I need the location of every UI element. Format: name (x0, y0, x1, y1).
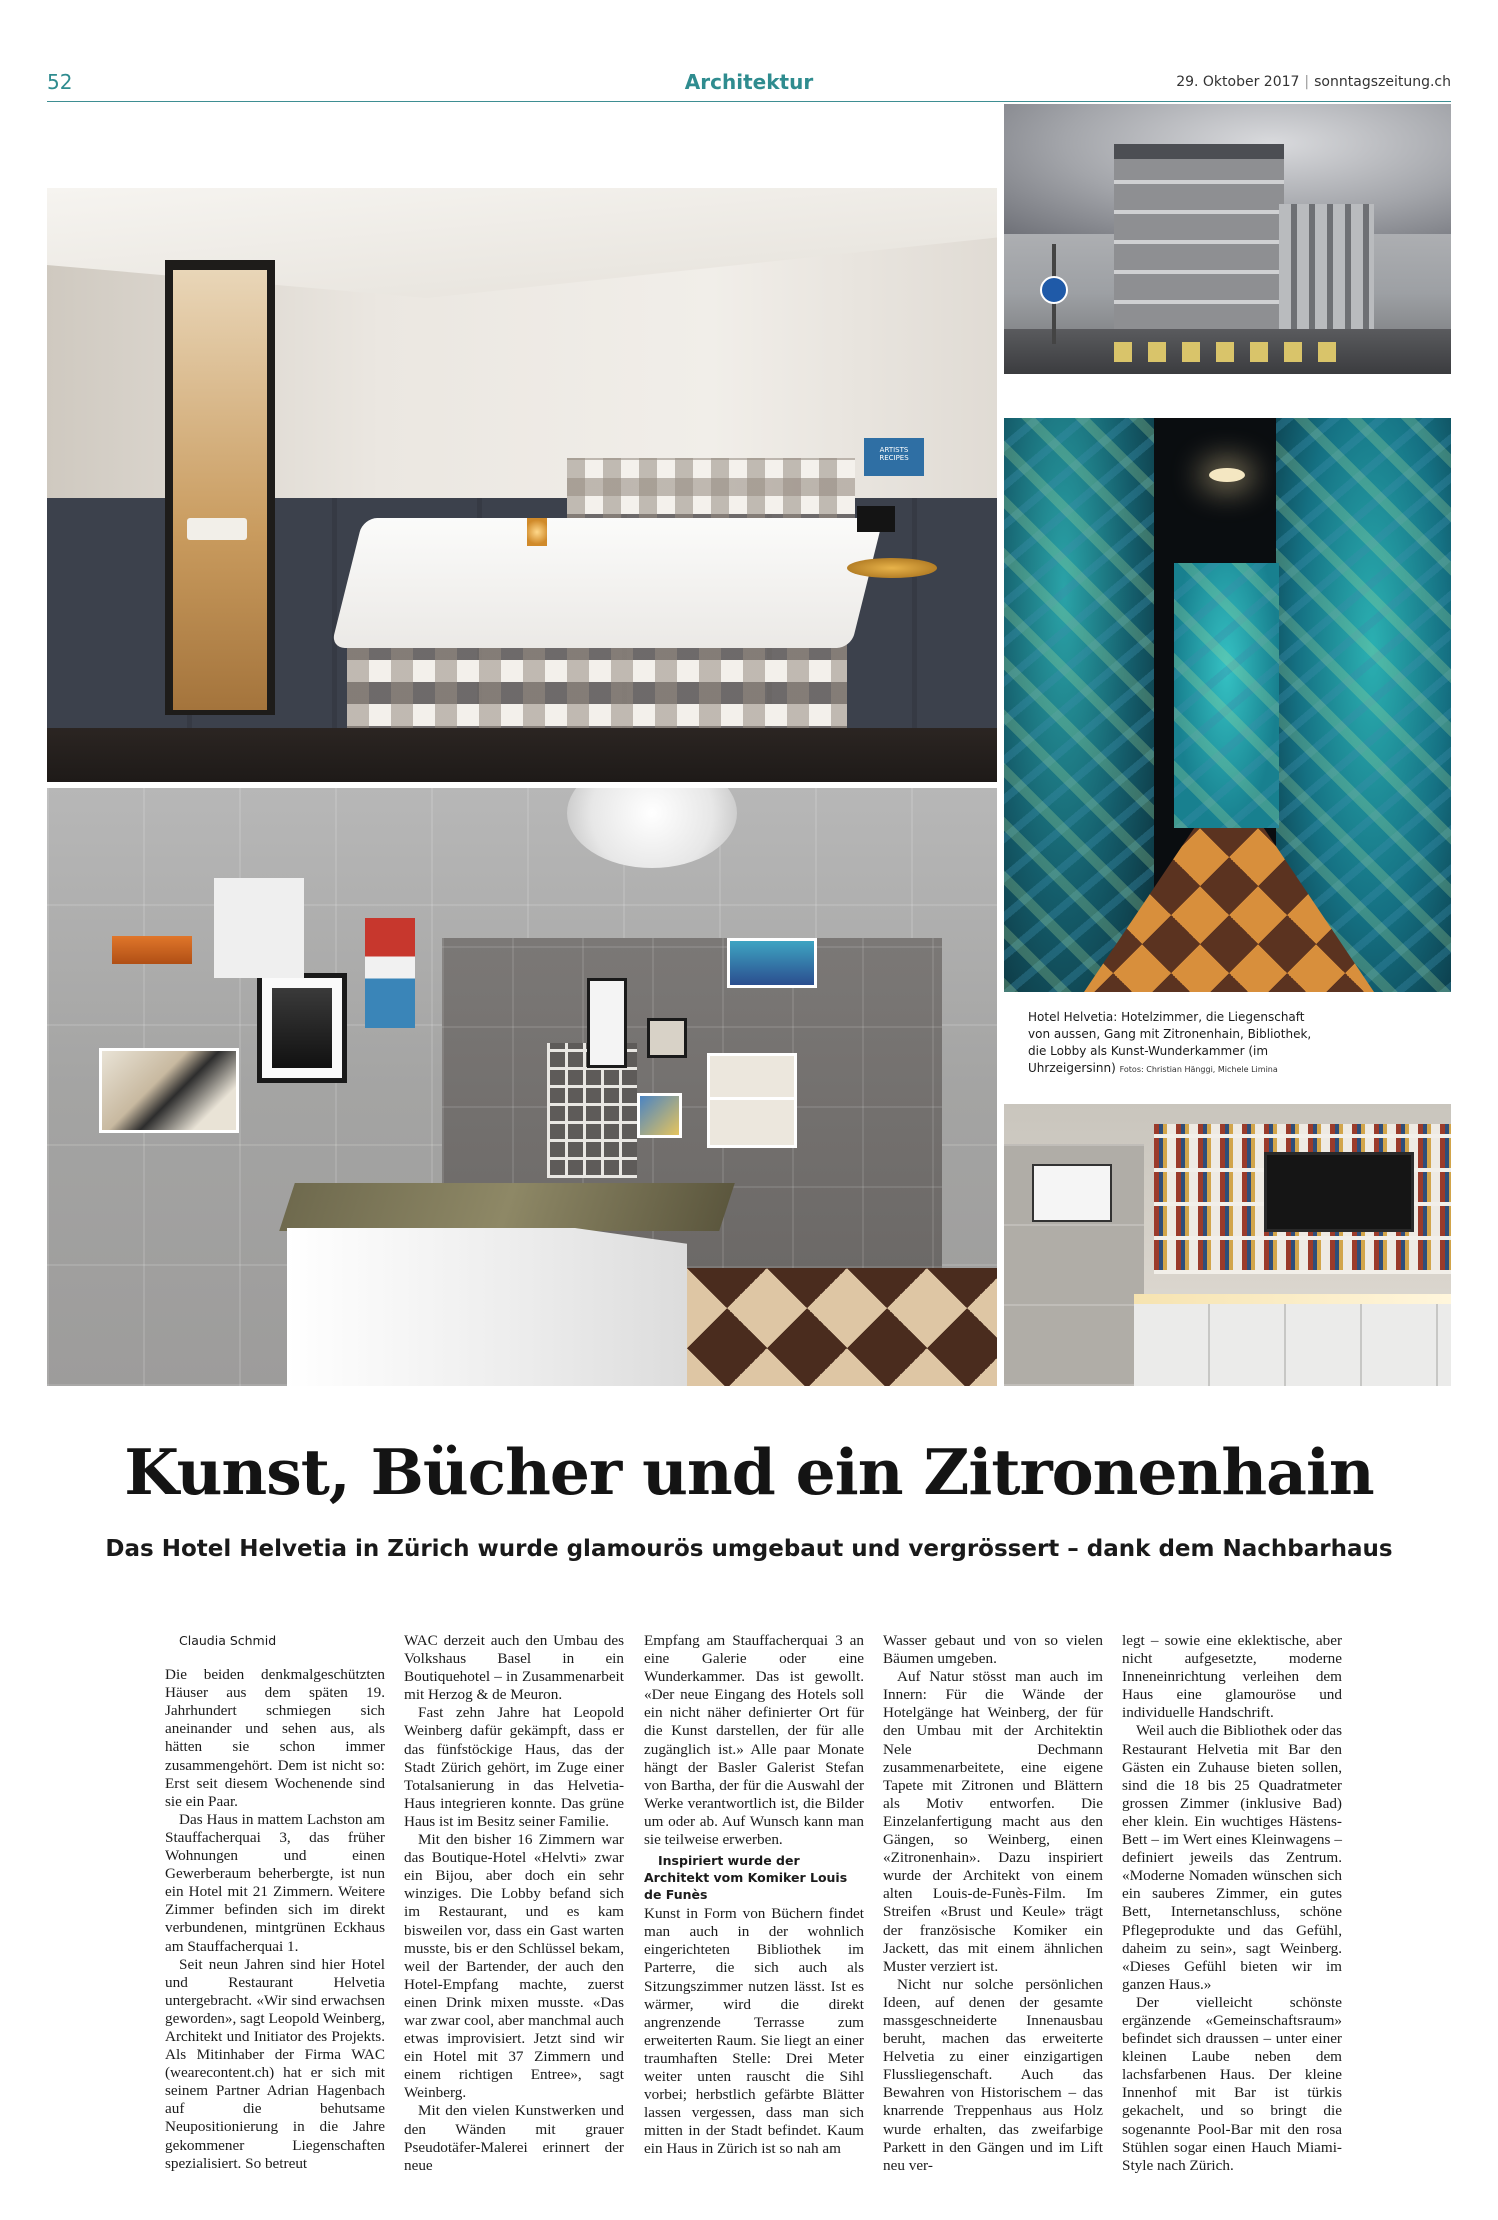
paragraph: WAC derzeit auch den Umbau des Volkshaus Basel in ein Boutiquehotel – in Zusammenarbeit mit Herzog & de Meuron. (404, 1632, 624, 1704)
site-link[interactable]: sonntagszeitung.ch (1314, 74, 1451, 90)
paragraph: Auf Natur stösst man auch im Innern: Für die Wände der Hotelgänge hat Weinberg, der für den Umbau mit der Architektin Nele Dechmann zusammenarbeitete, eine eigene Tapete mit Zitronen und Blättern als Motiv entworfen. Die Einzelanfertigung macht aus den Gängen, so Weinberg, einen «Zitronenhain». Dazu inspiriert wurde der Architekt von einem alten Louis-de-Funès-Film. Im Streifen «Brust und Keule» trägt der französische Komiker ein Jackett, das mit einem ähnlichen Muster verziert ist. (883, 1668, 1103, 1975)
paragraph: Kunst in Form von Büchern findet man auch in der wohnlich eingerichteten Bibliothek im Parterre, die sich auch als Sitzungszimmer nutzen lässt. Ist es wärmer, wird die direkt angrenzende Terrasse zum erweiterten Raum. Sie liegt an einer traumhaften Stelle: Drei Meter weiter unten rauscht die Sihl vorbei; herbstlich gefärbte Blätter lassen vergessen, dass man sich mitten in der Stadt befindet. Kaum ein Haus in Zürich ist so nah am (644, 1905, 864, 2158)
page-header (47, 66, 1451, 102)
section-title: Architektur (684, 70, 814, 94)
paragraph: Wasser gebaut und von so vielen Bäumen umgeben. (883, 1632, 1103, 1668)
photo-exterior (1004, 104, 1451, 374)
paragraph: Das Haus in mattem Lachston am Stauffacherquai 3, das früher Wohnungen und einen Gewerberaum beherbergte, ist nun ein Hotel mit 21 Zimmern. Weitere Zimmer befinden sich im direkt verbundenen, mintgrünen Eckhaus am Stauffacherquai 1. (165, 1810, 385, 1955)
issue-date: 29. Oktober 2017 (1176, 74, 1300, 90)
paragraph: Nicht nur solche persönlichen Ideen, auf denen der gesamte massgeschneiderte Innenausbau beruht, machen das erweiterte Helvetia zu einer einzigartigen Flussliegenschaft. Auch das Bewahren von Historischem – das knarrende Treppenhaus aus Holz wurde erhalten, das zweifarbige Parkett in den Gängen und im Lift neu ver- (883, 1975, 1103, 2174)
paragraph: Mit den bisher 16 Zimmern war das Boutique-Hotel «Helvti» zwar ein Bijou, aber doch ein sehr winziges. Die Lobby befand sich im Restaurant, und es kam bisweilen vor, dass ein Gast warten musste, bis er den Schlüssel bekam, weil der Bartender, der auch den Hotel-Empfang machte, zuerst einen Drink mixen musste. «Das war zwar cool, aber manchmal auch etwas improvisiert. Jetzt sind wir ein Hotel mit 37 Zimmern und einem richtigen Entree», sagt Weinberg. (404, 1831, 624, 2102)
article-headline: Kunst, Bücher und ein Zitronenhain (124, 1435, 1374, 1509)
interheading: Inspiriert wurde der Architekt vom Komiker Louis de Funès (644, 1853, 848, 1903)
column-3 (644, 1632, 864, 2158)
paragraph: Fast zehn Jahre hat Leopold Weinberg dafür gekämpft, dass er das fünfstöckige Haus, das der Stadt Zürich gehört, im Zuge einer Totalsanierung in das Helvetia-Haus integrieren konnte. Das grüne Haus ist im Besitz seiner Familie. (404, 1704, 624, 1830)
paragraph: Mit den vielen Kunstwerken und den Wänden mit grauer Pseudotäfer-Malerei erinnert der neue (404, 2102, 624, 2174)
road-sign-icon (1040, 276, 1068, 304)
paragraph: Weil auch die Bibliothek oder das Restaurant Helvetia mit Bar den Gästen ein Zuhause bieten sollen, sind die 18 bis 25 Quadratmeter grossen Zimmer (inklusive Bad) eher klein. Ein wuchtiges Hästens-Bett – im Wert eines Kleinwagens – definiert jeweils das Zentrum. «Moderne Nomaden wünschen sich ein sauberes Zimmer, ein gutes Bett, Internetanschluss, schöne Pflegeprodukte und das Gefühl, daheim zu sein», sagt Weinberg. «Dieses Gefühl bieten wir im ganzen Haus.» (1122, 1722, 1342, 1993)
caption-text: Hotel Helvetia: Hotelzimmer, die Liegenschaft von aussen, Gang mit Zitronenhain, Bibliothek, die Lobby als Kunst-Wunderkammer (im Uhrzeigersinn) (1028, 1010, 1312, 1075)
photo-credit: Fotos: Christian Hänggi, Michele Limina (1119, 1065, 1278, 1074)
photo-library (1004, 1104, 1451, 1386)
paragraph: Die beiden denkmalgeschützten Häuser aus dem späten 19. Jahrhundert schmiegen sich aneinander und sehen aus, als hätten sie schon immer zusammengehört. Dem ist nicht so: Erst seit diesem Wochenende sind sie ein Paar. (165, 1666, 385, 1810)
photo-caption (1028, 1009, 1328, 1078)
paragraph: Empfang am Stauffacherquai 3 an eine Galerie oder eine Wunderkammer. Das ist gewollt. «Der neue Eingang des Hotels soll ein nicht näher definierter Ort für die Kunst darstellen, der für alle zugänglich ist.» Alle paar Monate hängt der Basler Galerist Stefan von Bartha, der für die Auswahl der Werke verantwortlich ist, die Bilder um oder ab. Auf Wunsch kann man sie teilweise erwerben. (644, 1632, 864, 1849)
paragraph: Seit neun Jahren sind hier Hotel und Restaurant Helvetia untergebracht. «Wir sind erwachsen geworden», sagt Leopold Weinberg, Architekt und Initiator des Projekts. Als Mitinhaber der Firma WAC (wearecontent.ch) hat er sich mit seinem Partner Adrian Hagenbach auf die behutsame Neupositionierung in die Jahre gekommener Liegenschaften spezialisiert. So betreut (165, 1955, 385, 2172)
photo-lobby (47, 788, 997, 1386)
article-subhead: Das Hotel Helvetia in Zürich wurde glamourös umgebaut und vergrössert – dank dem Nachbarhaus (105, 1536, 1393, 1562)
photo-hotel-room (47, 188, 997, 782)
dateline: 29. Oktober 2017 | sonntagszeitung.ch (1176, 74, 1451, 90)
column-4 (883, 1632, 1103, 2175)
paragraph: legt – sowie eine eklektische, aber nicht aufgesetzte, moderne Inneneinrichtung verleihen dem Haus eine glamouröse und individuelle Handschrift. (1122, 1632, 1342, 1722)
room-book: ARTISTS RECIPES (864, 438, 924, 476)
column-5 (1122, 1632, 1342, 2175)
byline: Claudia Schmid (179, 1633, 277, 1648)
page-number: 52 (47, 70, 73, 94)
photo-corridor (1004, 418, 1451, 992)
paragraph: Der vielleicht schönste ergänzende «Gemeinschaftsraum» befindet sich draussen – unter einer kleinen Laube neben dem lachsfarbenen Haus. Der kleine Innenhof mit Bar ist türkis gekachelt, und so bringt die sogenannte Pool-Bar mit den rosa Stühlen sogar einen Hauch Miami-Style nach Zürich. (1122, 1993, 1342, 2174)
article-body (165, 1632, 1342, 2200)
column-1 (165, 1632, 385, 2173)
column-2 (404, 1632, 624, 2175)
